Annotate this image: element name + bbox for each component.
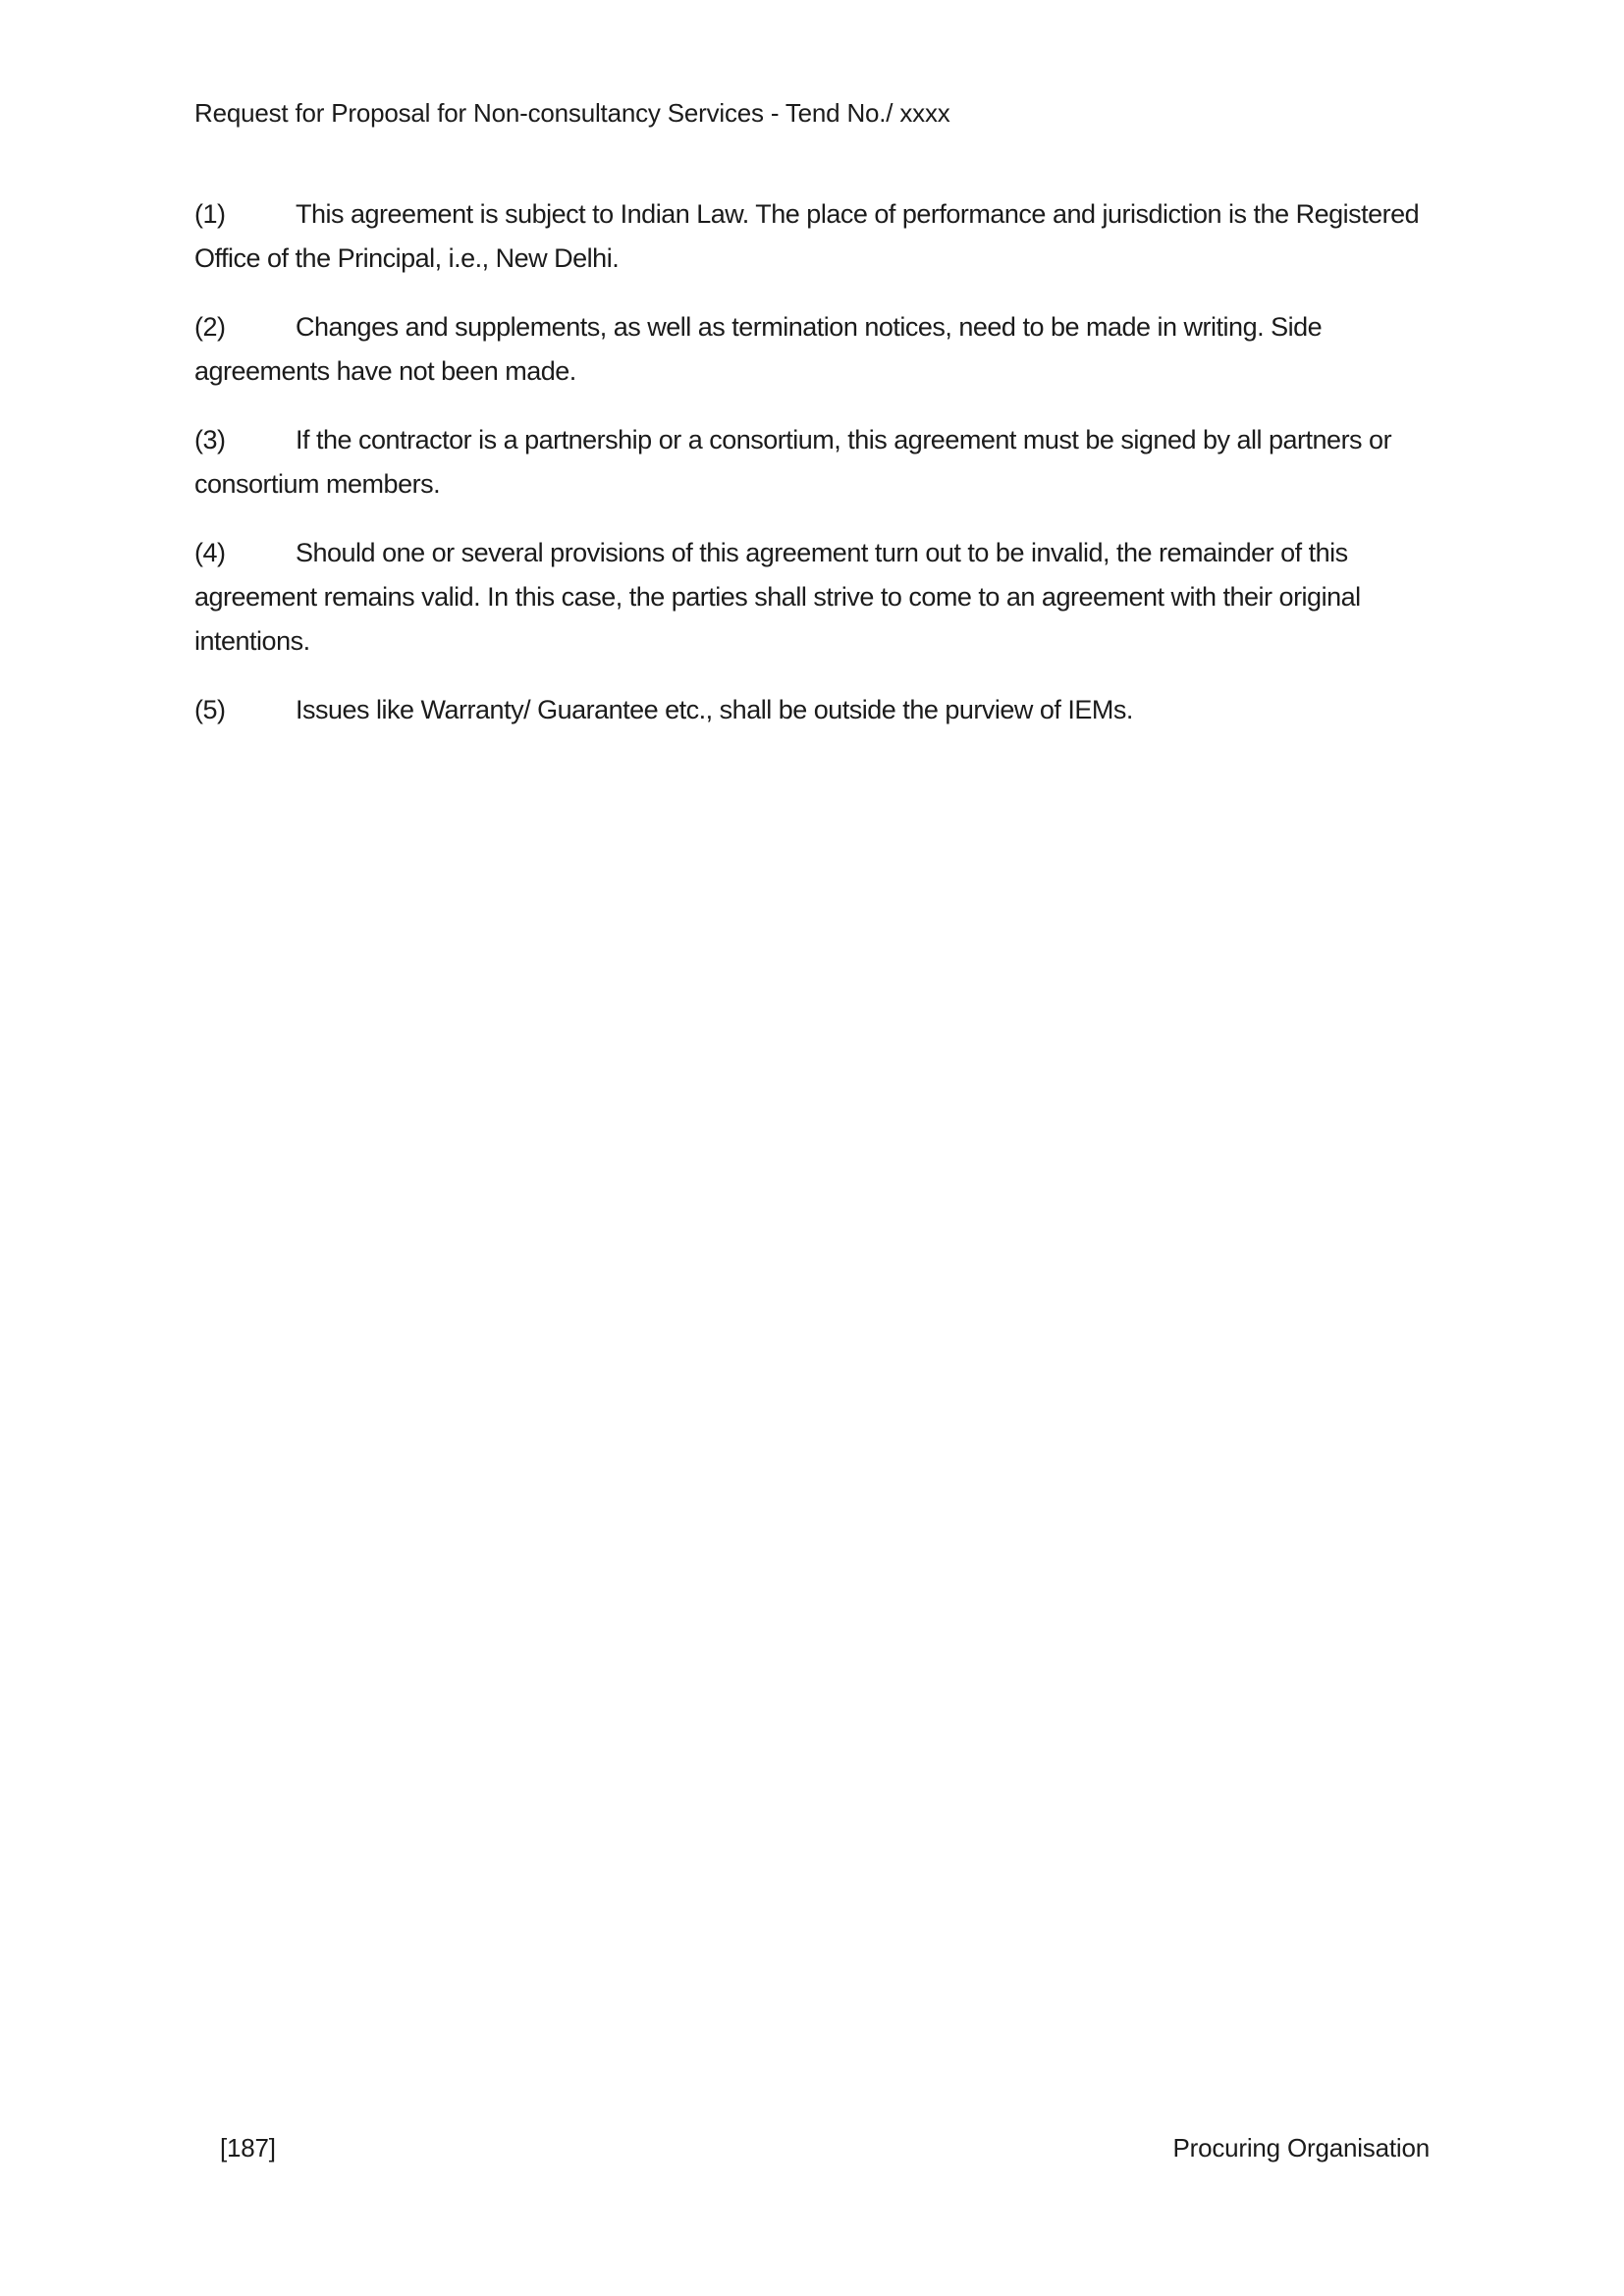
paragraph-1-text: This agreement is subject to Indian Law. The place of performance and jurisdiction is the Registered Office of the Principal, i.e., New Delhi. — [194, 199, 1420, 273]
paragraph-3-number: (3) — [194, 425, 226, 454]
page-header: Request for Proposal for Non-consultancy Services - Tend No./ xxxx — [194, 98, 950, 128]
paragraph-1-number: (1) — [194, 199, 226, 229]
paragraph-3 — [194, 418, 1434, 507]
document-body — [194, 192, 1434, 757]
paragraph-4 — [194, 531, 1434, 664]
paragraph-4-number: (4) — [194, 538, 226, 567]
paragraph-5-number: (5) — [194, 695, 226, 724]
paragraph-5 — [194, 688, 1434, 732]
paragraph-2-number: (2) — [194, 312, 226, 342]
footer-right-text: Procuring Organisation — [1172, 2133, 1430, 2163]
page-footer — [194, 2132, 1430, 2163]
paragraph-1 — [194, 192, 1434, 281]
paragraph-4-text: Should one or several provisions of this agreement turn out to be invalid, the remainder of this agreement remains valid. In this case, the parties shall strive to come to an agreement with their original intentions. — [194, 538, 1361, 656]
paragraph-2-text: Changes and supplements, as well as termination notices, need to be made in writing. Side agreements have not been made. — [194, 312, 1323, 386]
paragraph-5-text: Issues like Warranty/ Guarantee etc., shall be outside the purview of IEMs. — [296, 695, 1133, 724]
paragraph-2 — [194, 305, 1434, 394]
paragraph-3-text: If the contractor is a partnership or a consortium, this agreement must be signed by all partners or consortium members. — [194, 425, 1392, 499]
page-number: [187] — [220, 2133, 276, 2163]
